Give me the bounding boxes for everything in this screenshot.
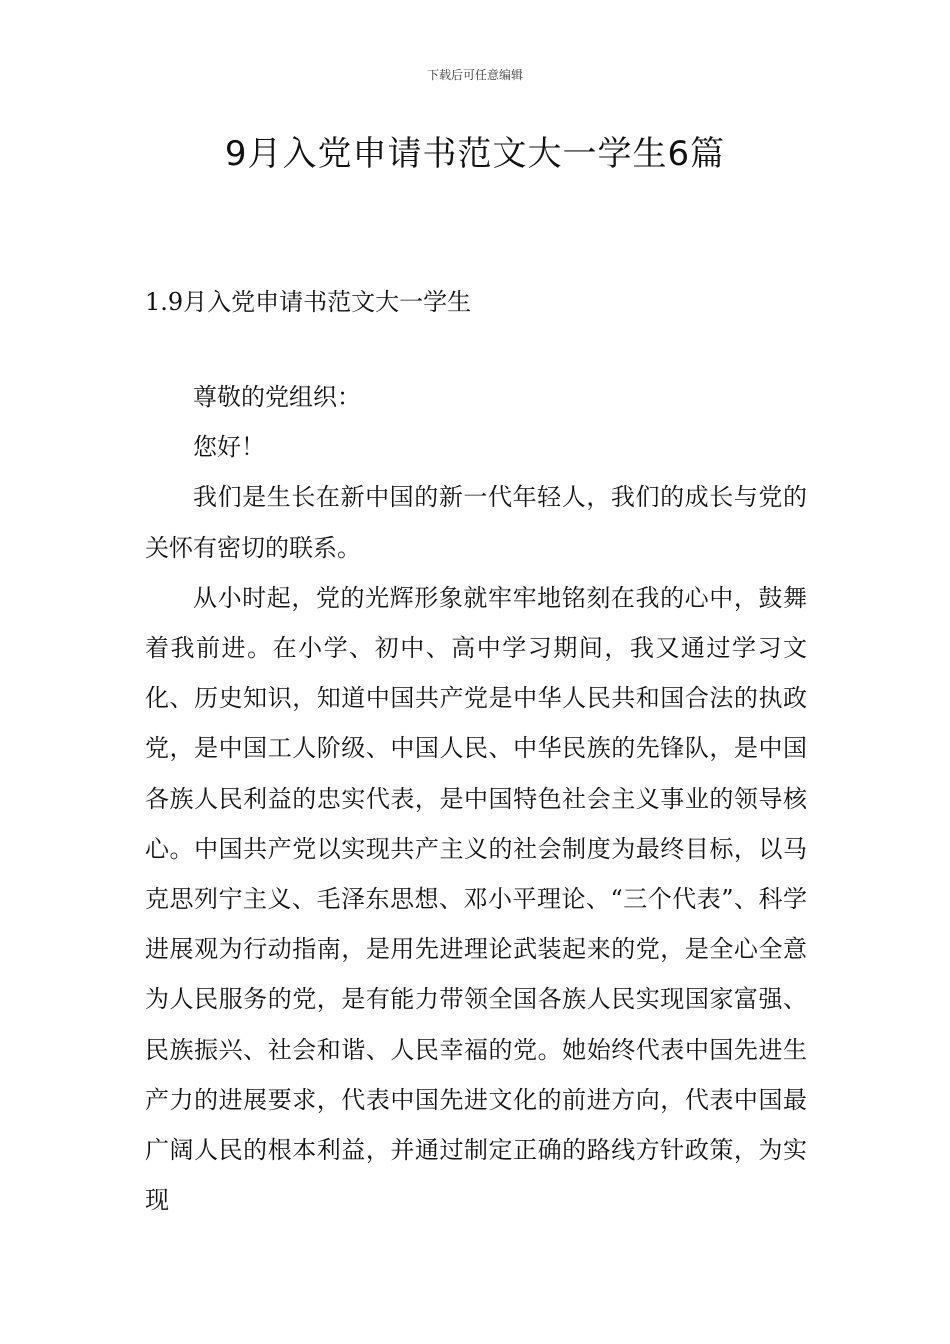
body-paragraph: 从小时起，党的光辉形象就牢牢地铭刻在我的心中，鼓舞着我前进。在小学、初中、高中学习期间，我又通过学习文化、历史知识，知道中国共产党是中华人民共和国合法的执政党，是中国工人阶级、中国人民、中华民族的先锋队，是中国各族人民利益的忠实代表，是中国特色社会主义事业的领导核心。中国共产党以实现共产主义的社会制度为最终目标，以马克思列宁主义、毛泽东思想、邓小平理论、“三个代表”、科学进展观为行动指南，是用先进理论武装起来的党，是全心全意为人民服务的党，是有能力带领全国各族人民实现国家富强、民族振兴、社会和谐、人民幸福的党。她始终代表中国先进生产力的进展要求，代表中国先进文化的前进方向，代表中国最广阔人民的根本利益，并通过制定正确的路线方针政策，为实现 — [145, 583, 807, 1215]
salutation: 尊敬的党组织： — [193, 383, 361, 411]
header-note: 下载后可任意编辑 — [426, 68, 523, 82]
document-title: 9月入党申请书范文大一学生6篇 — [224, 134, 726, 174]
document-body — [145, 372, 807, 1225]
greeting: 您好！ — [193, 433, 265, 462]
body-paragraph: 我们是生长在新中国的新一代年轻人，我们的成长与党的关怀有密切的联系。 — [145, 483, 807, 562]
section-heading: 1.9月入党申请书范文大一学生 — [145, 288, 472, 316]
